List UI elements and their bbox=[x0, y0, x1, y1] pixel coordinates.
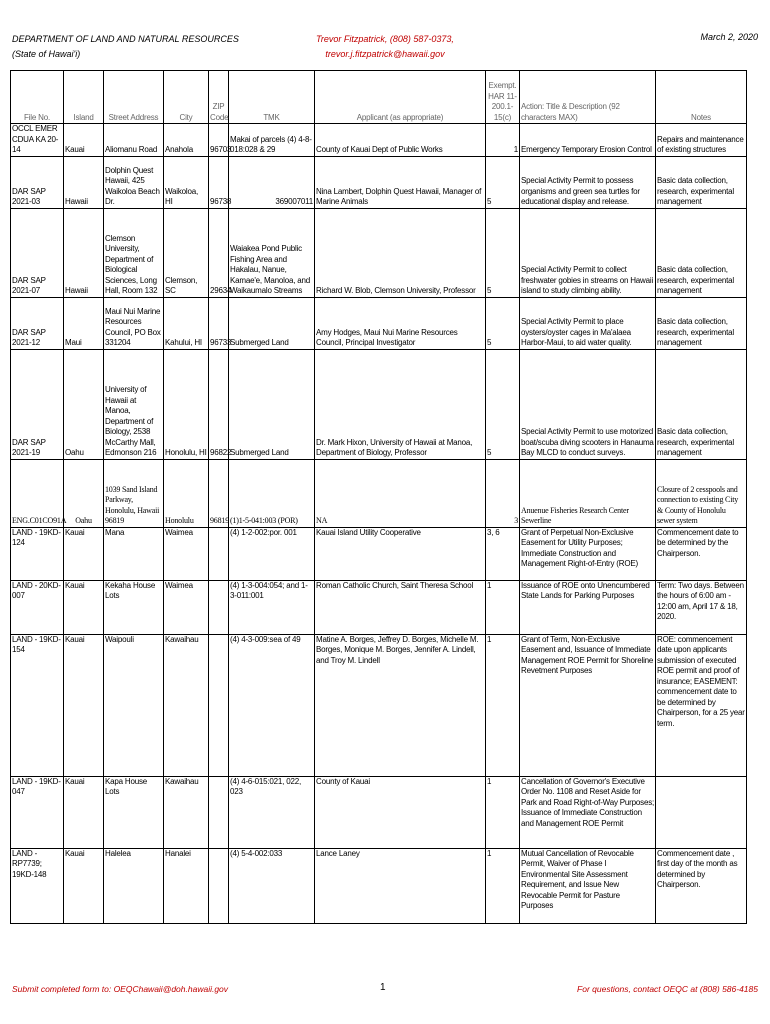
cell-tmk: (1)1-5-041:003 (POR) bbox=[229, 459, 315, 527]
cell-street: Maui Nui Marine Resources Council, PO Box 331204 bbox=[104, 297, 164, 349]
col-applicant: Applicant (as appropriate) bbox=[315, 71, 486, 124]
cell-exempt: 1 bbox=[486, 580, 520, 634]
cell-action: Special Activity Permit to possess organisms and green sea turtles for educational display and release. bbox=[520, 156, 656, 208]
cell-exempt: 5 bbox=[486, 208, 520, 297]
cell-notes: Repairs and maintenance of existing structures bbox=[656, 124, 747, 157]
state-name: (State of Hawai'i) bbox=[12, 49, 81, 59]
cell-file-no: DAR SAP 2021-12 bbox=[11, 297, 64, 349]
cell-island: Kauai bbox=[64, 124, 104, 157]
cell-exempt: 5 bbox=[486, 349, 520, 459]
cell-action: Emergency Temporary Erosion Control bbox=[520, 124, 656, 157]
cell-action: Grant of Perpetual Non-Exclusive Easement for Utility Purposes; Immediate Construction and Management Right-of-Entry (ROE) bbox=[520, 527, 656, 580]
cell-street: Mana bbox=[104, 527, 164, 580]
col-island: Island bbox=[64, 71, 104, 124]
cell-action: Mutual Cancellation of Revocable Permit, Waiver of Phase I Environmental Site Assessment Requirement, and Issue New Revocable Permit for Pasture Purposes bbox=[520, 848, 656, 923]
cell-file-no: DAR SAP 2021-19 bbox=[11, 349, 64, 459]
cell-file-no: DAR SAP 2021-03 bbox=[11, 156, 64, 208]
cell-island: Kauai bbox=[64, 580, 104, 634]
cell-tmk: Waiakea Pond Public Fishing Area and Hakalau, Nanue, Kamae'e, Manoloa, and Waikaumalo Streams bbox=[229, 208, 315, 297]
cell-applicant: Matine A. Borges, Jeffrey D. Borges, Michelle M. Borges, Monique M. Borges, Jennifer A. Lindell, and Troy M. Lindell bbox=[315, 634, 486, 776]
cell-notes: Term: Two days. Between the hours of 6:00 am - 12:00 am, April 17 & 18, 2020. bbox=[656, 580, 747, 634]
cell-island: Hawaii bbox=[64, 156, 104, 208]
table-row bbox=[11, 349, 747, 459]
cell-zip bbox=[209, 580, 229, 634]
department-name: DEPARTMENT OF LAND AND NATURAL RESOURCES bbox=[12, 34, 239, 44]
cell-action: Grant of Term, Non-Exclusive Easement and, Issuance of Immediate Management ROE Permit for Shoreline Revetment Purposes bbox=[520, 634, 656, 776]
cell-street: Aliomanu Road bbox=[104, 124, 164, 157]
cell-file-no: LAND - 19KD-047 bbox=[11, 776, 64, 848]
cell-notes: ROE: commencement date upon applicants submission of executed ROE permit and proof of insurance; EASEMENT: commencement date to be determined by Chairperson, for a 25 year term. bbox=[656, 634, 747, 776]
cell-tmk: (4) 4-6-015:021, 022, 023 bbox=[229, 776, 315, 848]
cell-file-no: DAR SAP 2021-07 bbox=[11, 208, 64, 297]
cell-exempt: 1 bbox=[486, 124, 520, 157]
cell-island: Hawaii bbox=[64, 208, 104, 297]
cell-notes: Closure of 2 cesspools and connection to existing City & County of Honolulu sewer system bbox=[656, 459, 747, 527]
contact-email[interactable]: trevor.j.fitzpatrick@hawaii.gov bbox=[325, 49, 445, 59]
table-row bbox=[11, 156, 747, 208]
table-row bbox=[11, 297, 747, 349]
cell-applicant: County of Kauai bbox=[315, 776, 486, 848]
cell-zip: 96822 bbox=[209, 349, 229, 459]
cell-file-no: LAND - 20KD-007 bbox=[11, 580, 64, 634]
col-zip: ZIP Code bbox=[209, 71, 229, 124]
col-exempt: Exempt. HAR 11-200.1-15(c) bbox=[486, 71, 520, 124]
table-row bbox=[11, 776, 747, 848]
cell-city: Honolulu bbox=[164, 459, 209, 527]
cell-zip: 29634 bbox=[209, 208, 229, 297]
table-row bbox=[11, 634, 747, 776]
cell-notes: Commencement date to be determined by the Chairperson. bbox=[656, 527, 747, 580]
col-notes: Notes bbox=[656, 71, 747, 124]
cell-applicant: Richard W. Blob, Clemson University, Professor bbox=[315, 208, 486, 297]
cell-exempt: 5 bbox=[486, 297, 520, 349]
cell-tmk: (4) 5-4-002:033 bbox=[229, 848, 315, 923]
footer-questions-note: For questions, contact OEQC at (808) 586-4185 bbox=[577, 984, 758, 994]
cell-street: Halelea bbox=[104, 848, 164, 923]
cell-city: Kahului, HI bbox=[164, 297, 209, 349]
cell-action: Special Activity Permit to collect freshwater gobies in streams on Hawaii island to study climbing ability. bbox=[520, 208, 656, 297]
cell-city: Clemson, SC bbox=[164, 208, 209, 297]
cell-applicant: Dr. Mark Hixon, University of Hawaii at Manoa, Department of Biology, Professor bbox=[315, 349, 486, 459]
cell-city: Kawaihau bbox=[164, 776, 209, 848]
cell-island: Kauai bbox=[64, 848, 104, 923]
cell-tmk: Makai of parcels (4) 4-8-018:028 & 29 bbox=[229, 124, 315, 157]
header-dept-block bbox=[12, 32, 239, 62]
cell-city: Waimea bbox=[164, 580, 209, 634]
cell-file-no: OCCL EMER CDUA KA 20-14 bbox=[11, 124, 64, 157]
col-city: City bbox=[164, 71, 209, 124]
contact-name: Trevor Fitzpatrick, (808) 587-0373, bbox=[316, 34, 454, 44]
col-street: Street Address bbox=[104, 71, 164, 124]
cell-zip bbox=[209, 634, 229, 776]
cell-street: Clemson University, Department of Biological Sciences, Long Hall, Room 132 bbox=[104, 208, 164, 297]
cell-applicant: Lance Laney bbox=[315, 848, 486, 923]
header-contact-block bbox=[300, 32, 470, 62]
cell-tmk: (4) 1-2-002:por. 001 bbox=[229, 527, 315, 580]
cell-tmk: Submerged Land bbox=[229, 349, 315, 459]
cell-file-no: ENG.C01CO91A bbox=[11, 459, 64, 527]
col-action: Action: Title & Description (92 characters MAX) bbox=[520, 71, 656, 124]
cell-island: Oahu bbox=[64, 349, 104, 459]
cell-tmk: (4) 4-3-009:sea of 49 bbox=[229, 634, 315, 776]
cell-notes: Basic data collection, research, experimental management bbox=[656, 349, 747, 459]
table-row bbox=[11, 580, 747, 634]
cell-zip: 96733 bbox=[209, 297, 229, 349]
cell-island: Kauai bbox=[64, 527, 104, 580]
cell-notes: Basic data collection, research, experimental management bbox=[656, 208, 747, 297]
cell-zip bbox=[209, 527, 229, 580]
table-row bbox=[11, 459, 747, 527]
cell-tmk: Submerged Land bbox=[229, 297, 315, 349]
table-header-row bbox=[11, 71, 747, 124]
cell-city: Anahola bbox=[164, 124, 209, 157]
cell-city: Waimea bbox=[164, 527, 209, 580]
col-tmk: TMK bbox=[229, 71, 315, 124]
col-file-no: File No. bbox=[11, 71, 64, 124]
cell-island: Oahu bbox=[64, 459, 104, 527]
cell-notes: Commencement date , first day of the month as determined by Chairperson. bbox=[656, 848, 747, 923]
cell-city: Hanalei bbox=[164, 848, 209, 923]
cell-street: Kekaha House Lots bbox=[104, 580, 164, 634]
cell-file-no: LAND - 19KD-154 bbox=[11, 634, 64, 776]
cell-island: Kauai bbox=[64, 634, 104, 776]
cell-action: Anuenue Fisheries Research Center Sewerline bbox=[520, 459, 656, 527]
footer-submit-note[interactable]: Submit completed form to: OEQChawaii@doh.hawaii.gov bbox=[12, 984, 229, 994]
cell-street: Kapa House Lots bbox=[104, 776, 164, 848]
cell-street: 1039 Sand Island Parkway, Honolulu, Hawaii 96819 bbox=[104, 459, 164, 527]
cell-zip bbox=[209, 848, 229, 923]
cell-exempt: 3, 6 bbox=[486, 527, 520, 580]
cell-file-no: LAND - RP7739; 19KD-148 bbox=[11, 848, 64, 923]
table-row bbox=[11, 124, 747, 157]
actions-table bbox=[10, 70, 747, 924]
cell-island: Maui bbox=[64, 297, 104, 349]
cell-action: Issuance of ROE onto Unencumbered State Lands for Parking Purposes bbox=[520, 580, 656, 634]
cell-applicant: Kauai Island Utility Cooperative bbox=[315, 527, 486, 580]
cell-exempt: 5 bbox=[486, 156, 520, 208]
cell-street: Waipouli bbox=[104, 634, 164, 776]
cell-street: University of Hawaii at Manoa, Department of Biology, 2538 McCarthy Mall, Edmonson 216 bbox=[104, 349, 164, 459]
cell-zip: 96738 bbox=[209, 156, 229, 208]
cell-action: Special Activity Permit to place oysters/oyster cages in Ma'alaea Harbor-Maui, to aid water quality. bbox=[520, 297, 656, 349]
cell-applicant: Nina Lambert, Dolphin Quest Hawaii, Manager of Marine Animals bbox=[315, 156, 486, 208]
cell-notes bbox=[656, 776, 747, 848]
cell-exempt: 1 bbox=[486, 848, 520, 923]
page-number: 1 bbox=[380, 982, 386, 993]
table-row bbox=[11, 848, 747, 923]
cell-tmk: 369007011 bbox=[229, 156, 315, 208]
cell-action: Cancellation of Governor's Executive Order No. 1108 and Reset Aside for Park and Road Right-of-Way Purposes; Issuance of Immediate Construction and Management ROE Permit bbox=[520, 776, 656, 848]
cell-applicant: Amy Hodges, Maui Nui Marine Resources Council, Principal Investigator bbox=[315, 297, 486, 349]
cell-applicant: County of Kauai Dept of Public Works bbox=[315, 124, 486, 157]
cell-exempt: 1 bbox=[486, 776, 520, 848]
cell-applicant: NA bbox=[315, 459, 486, 527]
header-date: March 2, 2020 bbox=[700, 32, 758, 42]
cell-tmk: (4) 1-3-004:054; and 1-3-011:001 bbox=[229, 580, 315, 634]
cell-street: Dolphin Quest Hawaii, 425 Waikoloa Beach Dr. bbox=[104, 156, 164, 208]
cell-notes: Basic data collection, research, experimental management bbox=[656, 297, 747, 349]
cell-applicant: Roman Catholic Church, Saint Theresa School bbox=[315, 580, 486, 634]
cell-zip: 96819 bbox=[209, 459, 229, 527]
cell-city: Waikoloa, HI bbox=[164, 156, 209, 208]
cell-island: Kauai bbox=[64, 776, 104, 848]
cell-city: Kawaihau bbox=[164, 634, 209, 776]
cell-exempt: 1 bbox=[486, 634, 520, 776]
cell-zip bbox=[209, 776, 229, 848]
cell-action: Special Activity Permit to use motorized boat/scuba diving scooters in Hanauma Bay MLCD to conduct surveys. bbox=[520, 349, 656, 459]
cell-notes: Basic data collection, research, experimental management bbox=[656, 156, 747, 208]
cell-city: Honolulu, HI bbox=[164, 349, 209, 459]
table-row bbox=[11, 527, 747, 580]
cell-exempt: 3 bbox=[486, 459, 520, 527]
table-row bbox=[11, 208, 747, 297]
cell-zip: 96703 bbox=[209, 124, 229, 157]
cell-file-no: LAND - 19KD-124 bbox=[11, 527, 64, 580]
